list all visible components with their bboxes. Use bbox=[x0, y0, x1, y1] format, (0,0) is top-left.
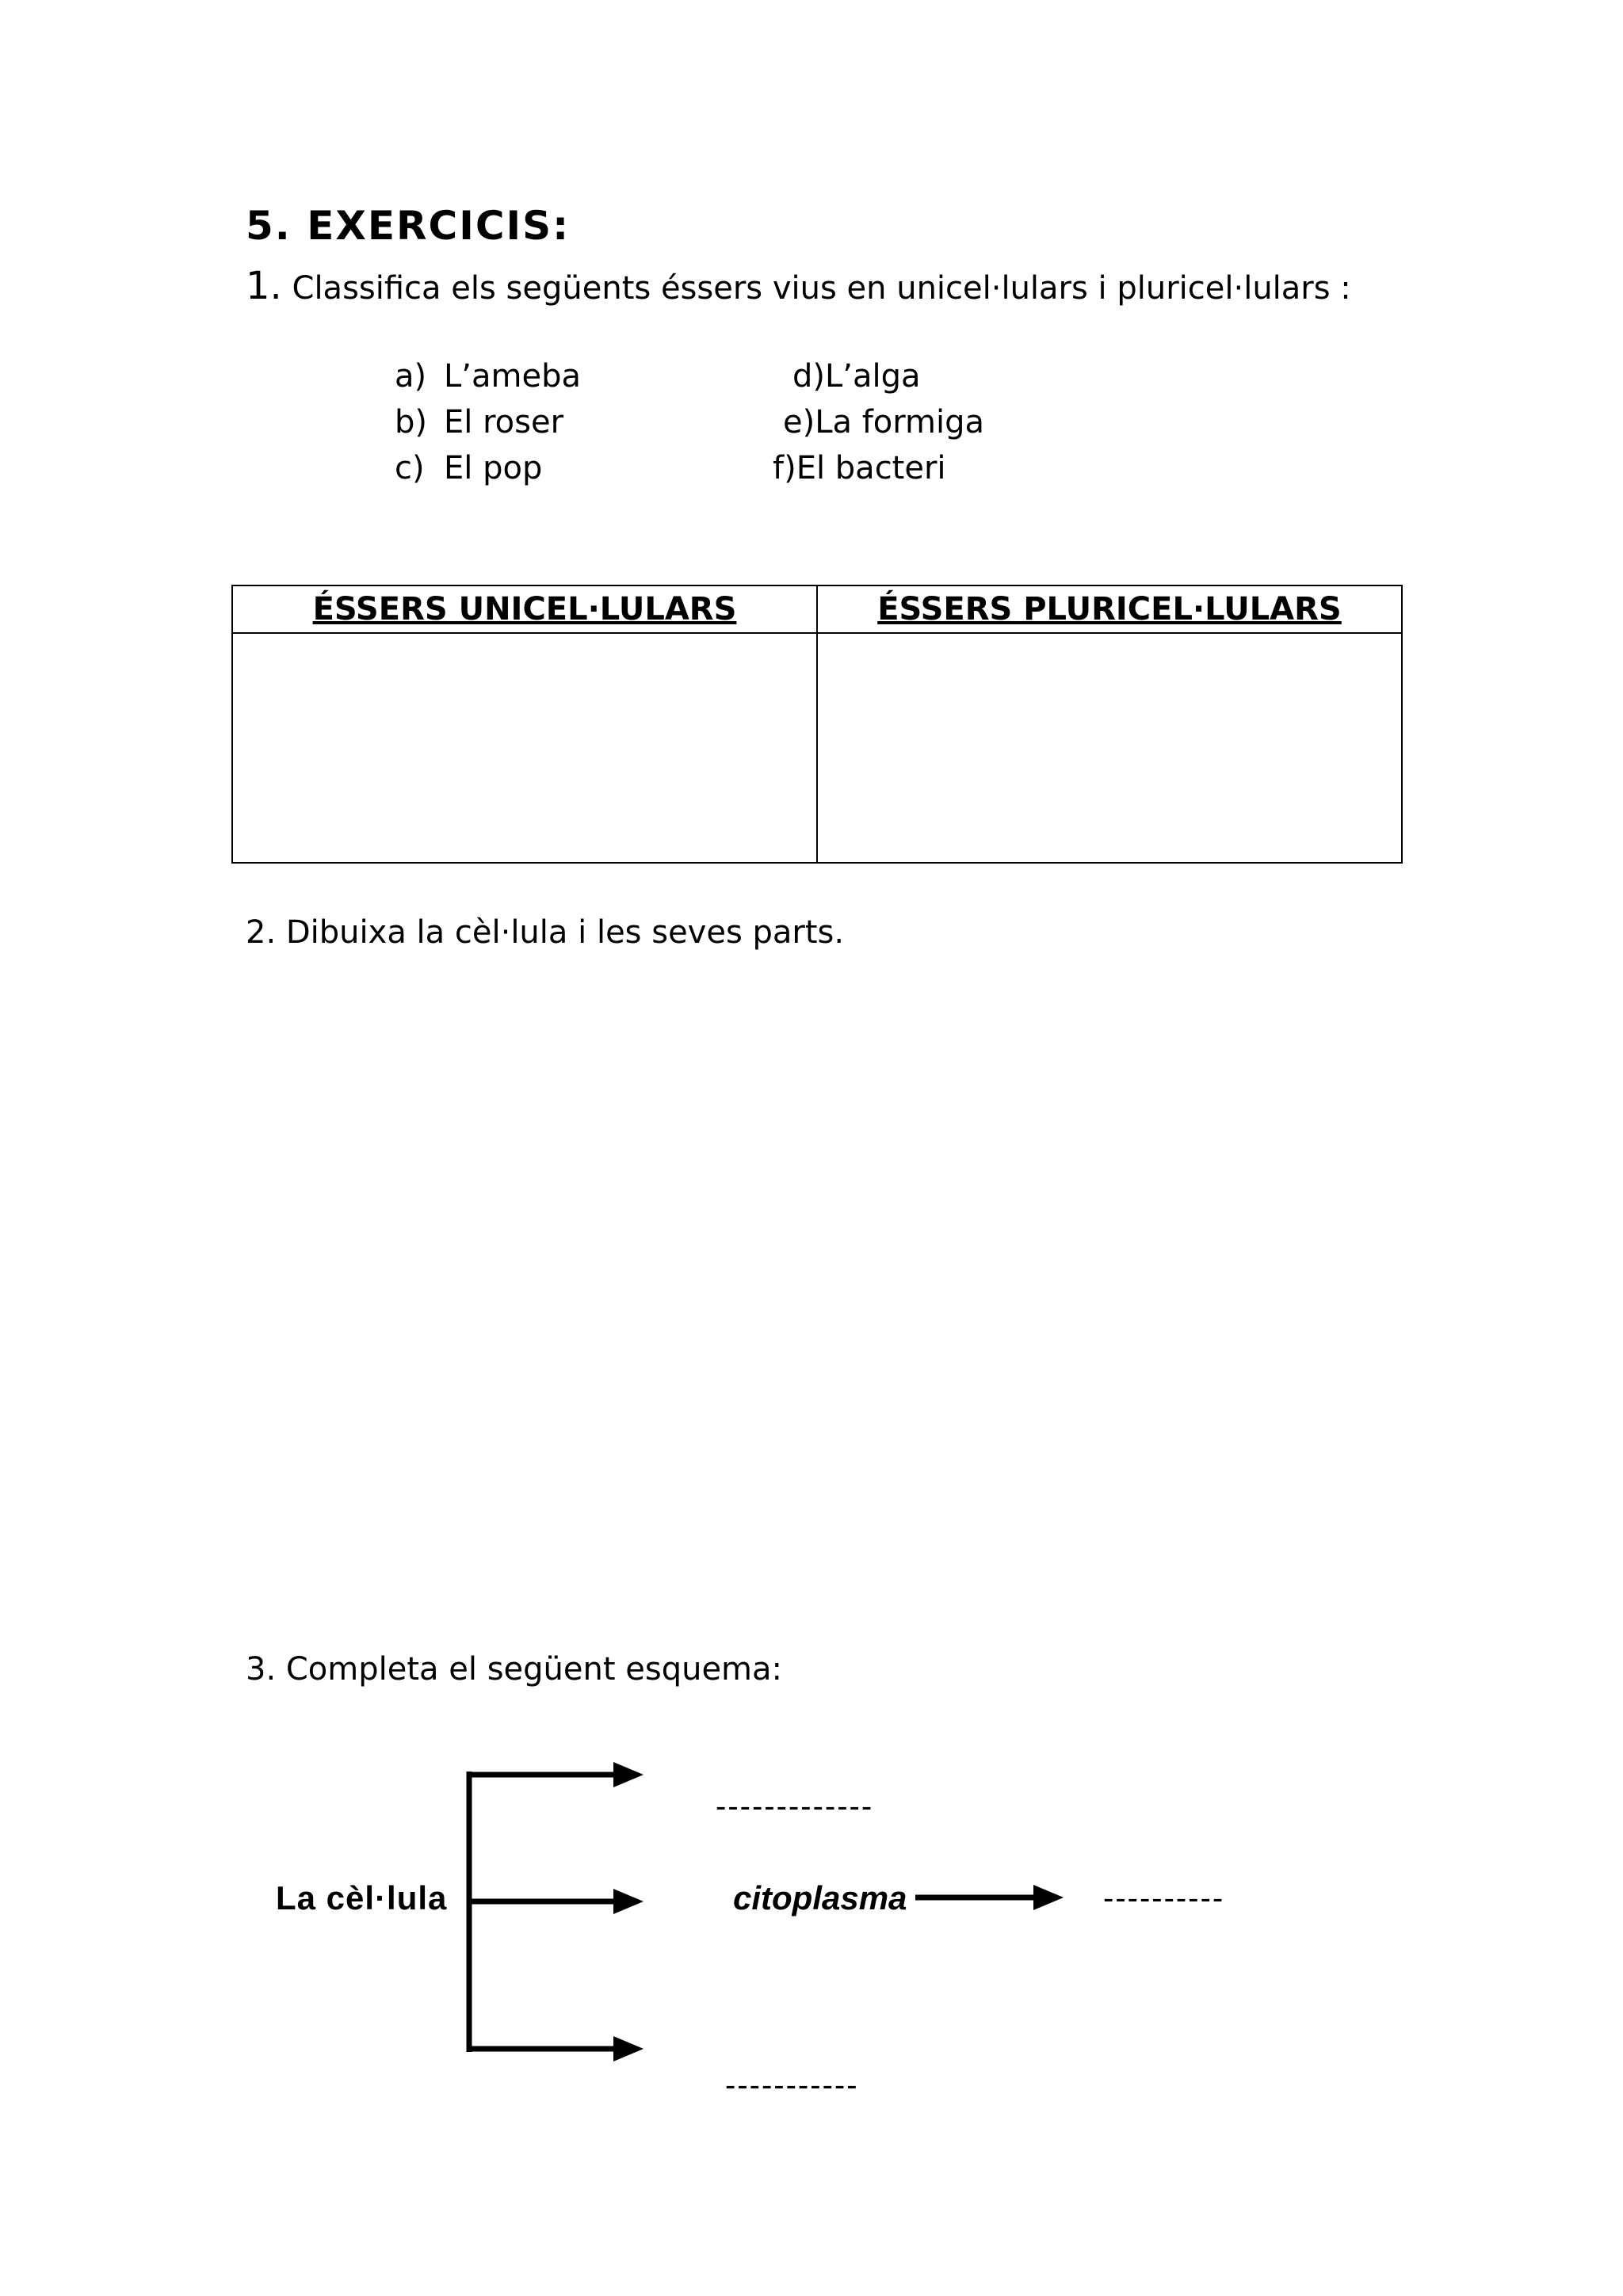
section-heading: 5. EXERCICIS: bbox=[246, 203, 571, 249]
exercise-1-number: 1. bbox=[246, 264, 282, 308]
option-a-label: a) bbox=[395, 358, 427, 395]
blank-top[interactable]: ------------- bbox=[716, 1789, 874, 1824]
option-a-text: L’ameba bbox=[444, 358, 581, 395]
option-c-text: El pop bbox=[444, 450, 543, 486]
option-b-label: b) bbox=[395, 404, 427, 441]
scheme-root-label: La cèl·lula bbox=[276, 1879, 448, 1917]
exercise-3-prompt: 3. Completa el següent esquema: bbox=[246, 1651, 783, 1688]
arrow-middle-icon bbox=[613, 1889, 643, 1914]
exercise-2-prompt: 2. Dibuixa la cèl·lula i les seves parts. bbox=[246, 914, 845, 951]
arrow-citoplasma-icon bbox=[1033, 1885, 1064, 1910]
option-e: e)La formiga bbox=[783, 404, 985, 441]
scheme-citoplasma-label: citoplasma bbox=[733, 1879, 907, 1917]
option-f: f)El bacteri bbox=[773, 450, 946, 486]
arrow-bottom-icon bbox=[613, 2036, 643, 2061]
arrow-top-icon bbox=[613, 1762, 643, 1787]
exercise-1-text: Classifica els següents éssers vius en unicel·lulars i pluricel·lulars : bbox=[292, 270, 1351, 307]
blank-bottom[interactable]: ----------- bbox=[725, 2068, 859, 2103]
option-b-text: El roser bbox=[444, 404, 564, 441]
header-multicellular: ÉSSERS PLURICEL·LULARS bbox=[817, 585, 1402, 633]
option-d: d)L’alga bbox=[792, 358, 921, 395]
option-c-label: c) bbox=[395, 450, 425, 486]
blank-right[interactable]: ---------- bbox=[1103, 1881, 1225, 1916]
header-unicellular: ÉSSERS UNICEL·LULARS bbox=[232, 585, 817, 633]
